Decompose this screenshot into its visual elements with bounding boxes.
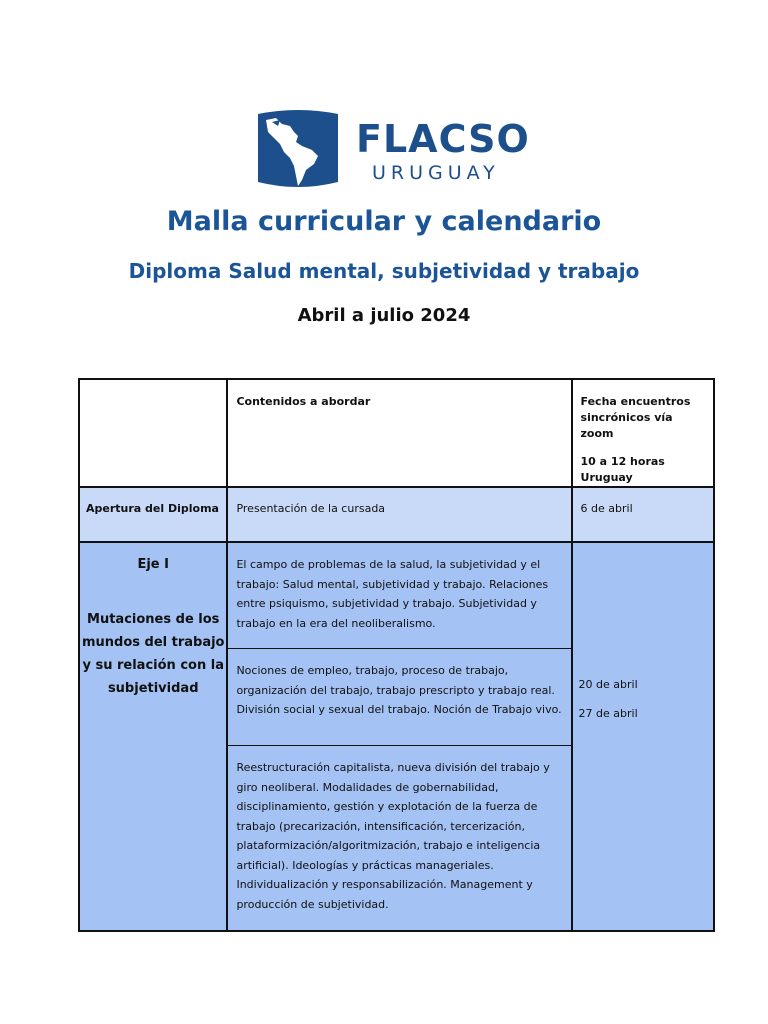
header-contents-label: Contenidos a abordar (236, 395, 371, 408)
session-date: 27 de abril (578, 707, 638, 720)
session-date: 20 de abril (578, 678, 638, 691)
logo-subtitle: URUGUAY (372, 162, 500, 184)
opening-label-cell (79, 487, 227, 542)
curriculum-table (78, 378, 715, 932)
globe-map-icon (252, 108, 344, 190)
header-cell-empty (79, 379, 227, 487)
table-row-opening (79, 487, 714, 542)
page-subtitle: Diploma Salud mental, subjetividad y trabajo (128, 259, 640, 283)
header-dates-label: Fecha encuentros sincrónicos vía zoom 10 a 12 horas Uruguay (580, 395, 691, 484)
table-header-row (79, 379, 714, 487)
flacso-logo (252, 108, 530, 190)
table-row-eje-1 (79, 542, 714, 931)
eje-label-cell (79, 542, 227, 931)
eje-content-block: Reestructuración capitalista, nueva división del trabajo y giro neoliberal. Modalidades de gobernabilidad, disciplinamiento, gestión y explotación de la fuerza de trabajo (precarización, intensificación, tercerización, plataformización/algoritmización, trabajo e inteligencia artificial). Ideologías y prácticas manageriales. Individualización y responsabilización. Management y producción de subjetividad. (236, 761, 550, 911)
header-cell-contents (227, 379, 571, 487)
eje-content-block: El campo de problemas de la salud, la subjetividad y el trabajo: Salud mental, subjetividad y trabajo. Relaciones entre psiquismo, subjetividad y trabajo. Subjetividad y trabajo en la era del neoliberalismo. (228, 543, 570, 649)
header-cell-dates (572, 379, 714, 487)
logo-wordmark: FLACSO (356, 117, 530, 161)
eje-number: Eje I (137, 557, 169, 572)
opening-date-cell (572, 487, 714, 542)
opening-date: 6 de abril (580, 502, 633, 515)
eje-name: Mutaciones de los mundos del trabajo y su relación con la subjetividad (81, 612, 225, 696)
eje-content-block: Nociones de empleo, trabajo, proceso de trabajo, organización del trabajo, trabajo prescripto y trabajo real. División social y sexual del trabajo. Noción de Trabajo vivo. (228, 649, 570, 746)
opening-label: Apertura del Diploma (86, 502, 219, 515)
eje-dates-cell (572, 542, 714, 931)
opening-content: Presentación de la cursada (236, 502, 386, 515)
page-title: Malla curricular y calendario (166, 206, 602, 237)
eje-contents-cell (227, 542, 571, 931)
opening-content-cell (227, 487, 571, 542)
period-heading: Abril a julio 2024 (297, 305, 471, 326)
